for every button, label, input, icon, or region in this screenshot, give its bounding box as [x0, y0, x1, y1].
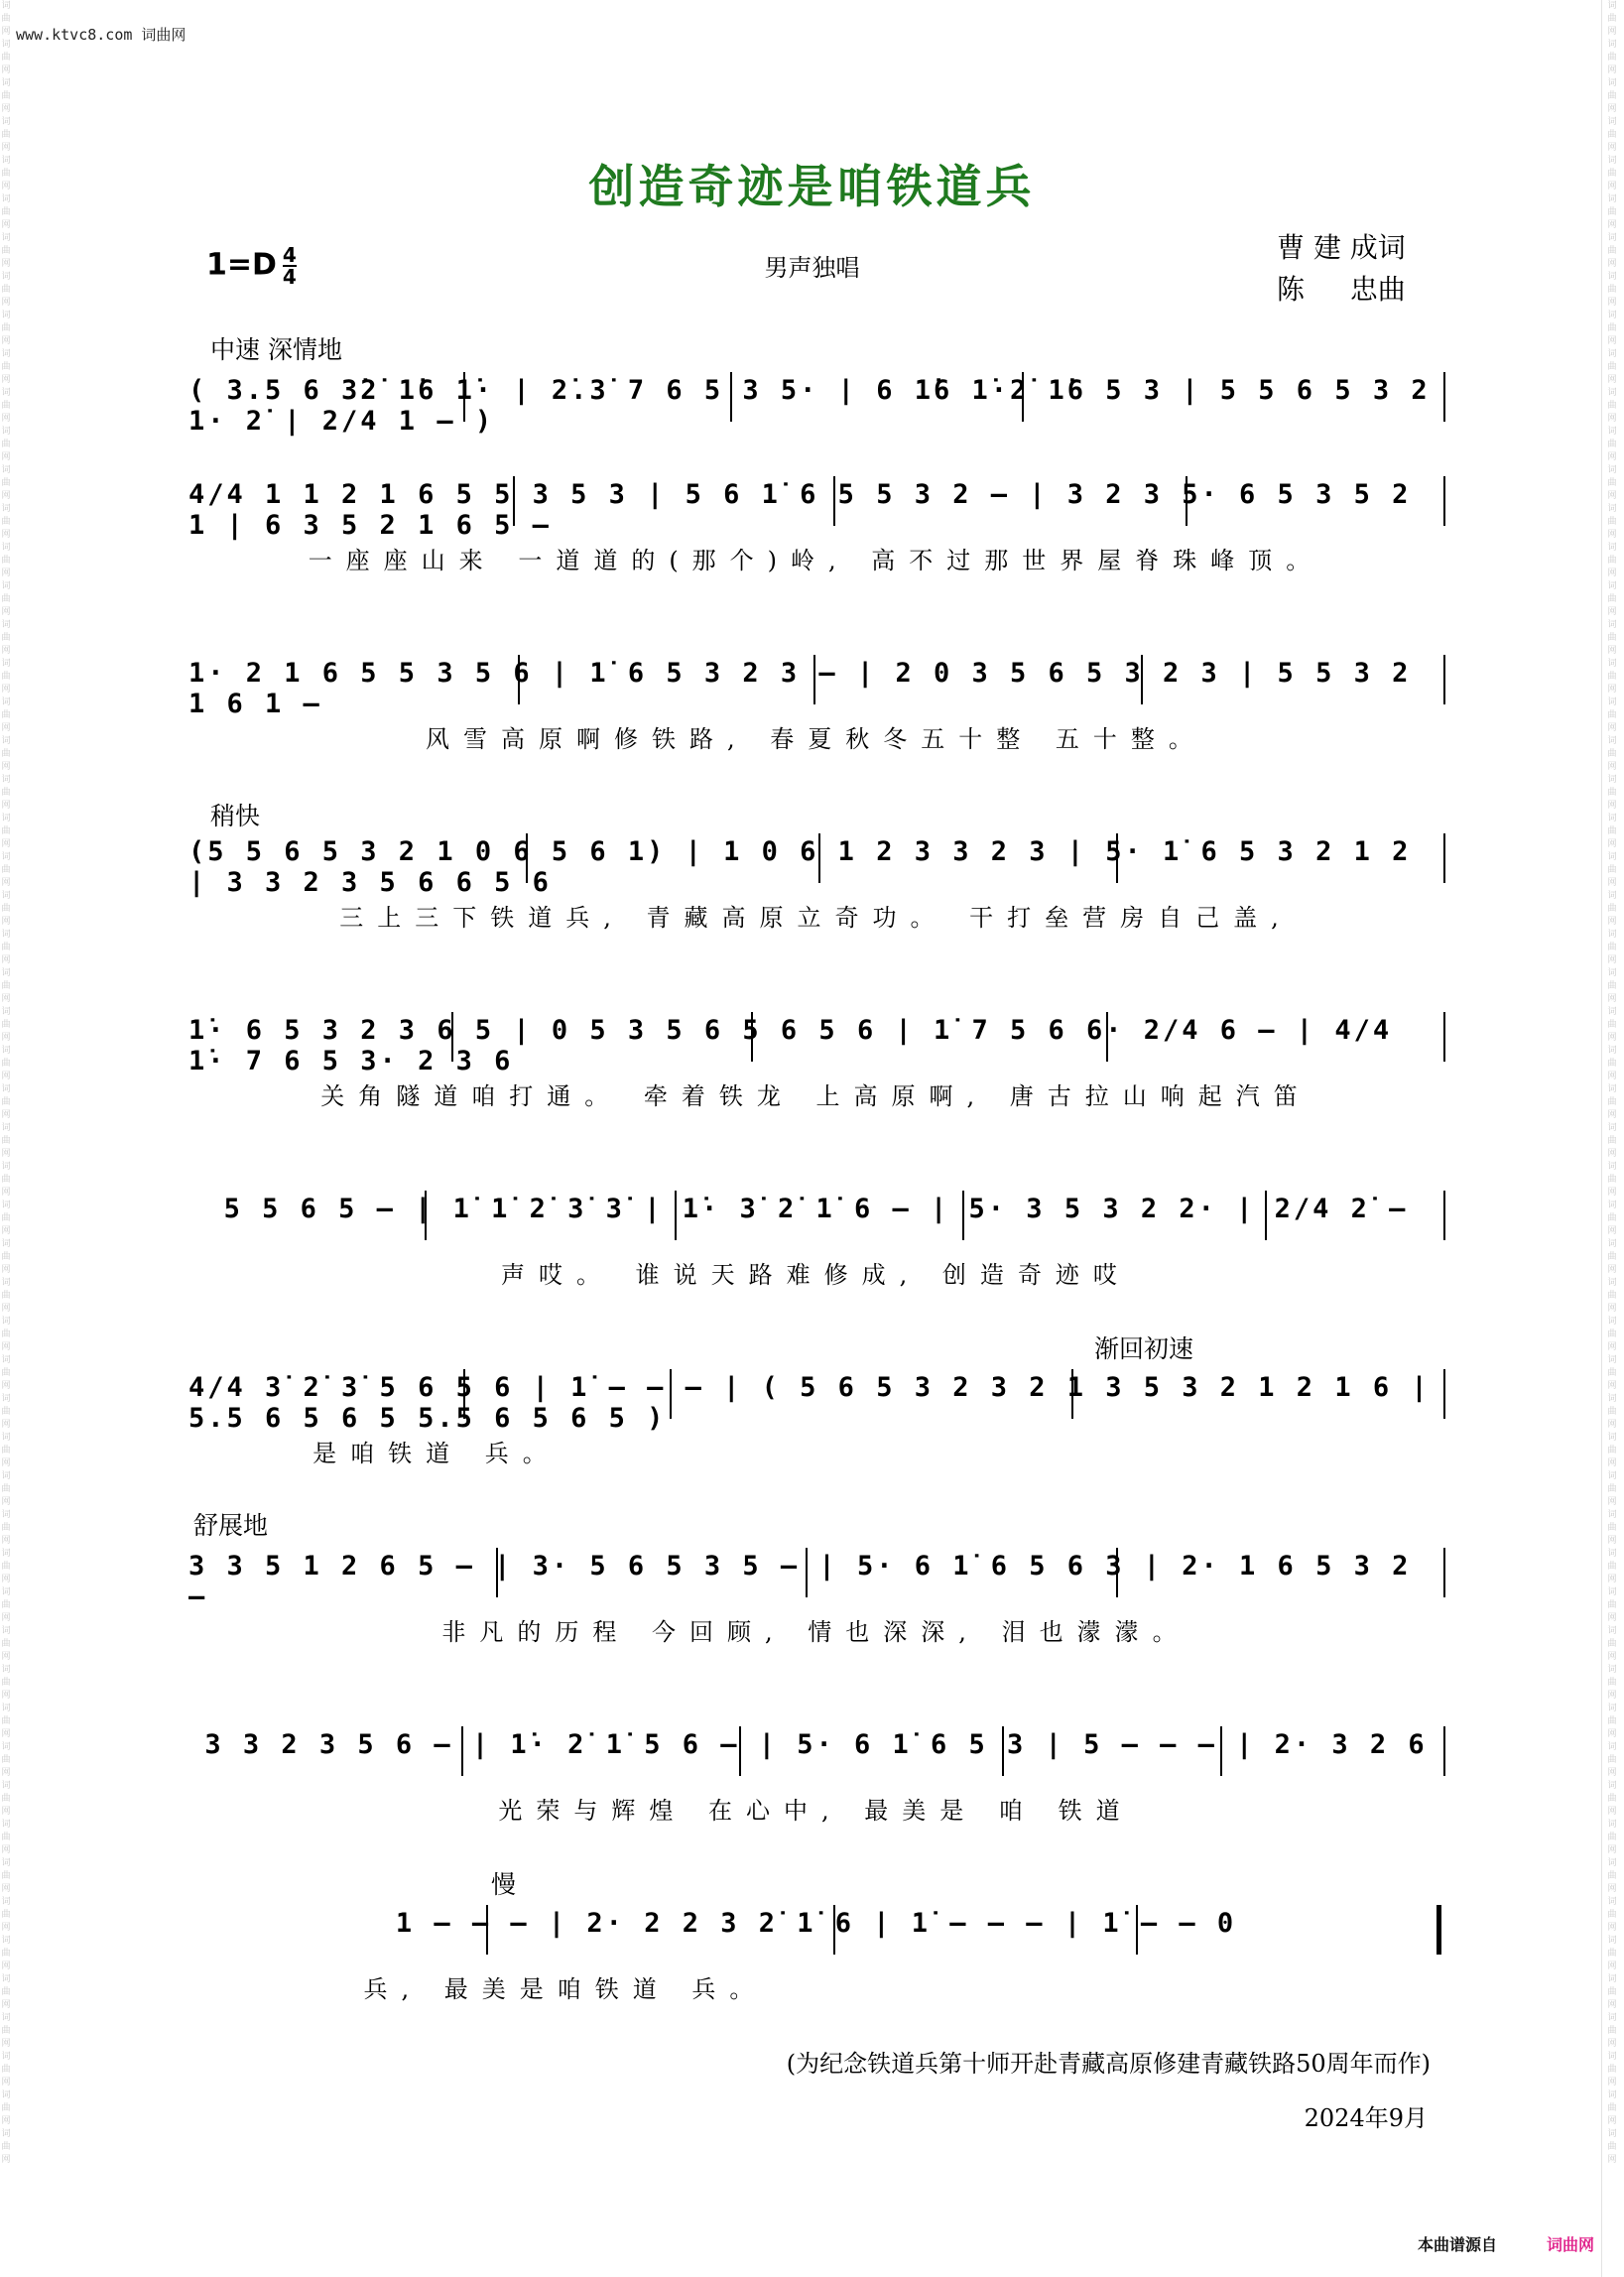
score-line-3 [188, 650, 1443, 719]
genre-label: 男声独唱 [764, 254, 860, 282]
footer-site-logo[interactable]: 词曲网 [1546, 2235, 1594, 2254]
lyric-line-6: 是咱铁道 兵。 [312, 1440, 561, 1467]
barline [1443, 1369, 1445, 1419]
source-footer [1418, 2232, 1594, 2255]
score-line-8 [188, 1543, 1443, 1612]
time-bottom: 4 [282, 265, 297, 289]
score-line-4 [188, 828, 1443, 898]
jianpu-notes: 4/4 3̇ 2̇ 3̇ 5 6 5 6 | 1̇ – – – | ( 5 6 5 3 2 3 2 1 3 5 3 2 1 2 1 6 | 5.5 6 5 6 5 5.5 6 5 6 5 ) [188, 1372, 1431, 1434]
score-line-1 [188, 367, 1443, 437]
tempo-mark: 渐回初速 [1094, 1334, 1194, 1363]
jianpu-notes: 1· 2 1 6 5 5 3 5 6 | 1̇ 6 5 3 2 3 – | 2 0 3 5 6 5 3 2 3 | 5 5 3 2 1 6 1 – [188, 658, 1412, 719]
song-title: 创造奇迹是咱铁道兵 [588, 160, 1036, 213]
tempo-mark: 舒展地 [193, 1511, 269, 1540]
jianpu-notes: 3 3 5 1 2 6 5 – | 3· 5 6 5 3 5 – | 5· 6 1̇ 6 5 6 3 | 2· 1 6 5 3 2 – [188, 1551, 1412, 1612]
composer-credit: 陈 忠曲 [1277, 273, 1406, 306]
lyric-line-1: 一座座山来 一道道的(那个)岭, 高不过那世界屋脊珠峰顶。 [308, 547, 1324, 574]
lyric-line-7: 非凡的历程 今回顾, 情也深深, 泪也濛濛。 [441, 1618, 1190, 1646]
jianpu-notes: ( 3.5 6 3̇2̇ 1̇6 1̇· | 2̇.3̇ 7 6 5 3 5· | 6 1̇6 1̇·2̇ 1̇6 5 3 | 5 5 6 5 3 2 1· 2̇ | 2/4 1 – ) [188, 375, 1431, 437]
tempo-mark: 稍快 [210, 802, 261, 830]
score-line-10 [188, 1900, 1443, 1969]
lyric-line-2: 风雪高原啊修铁路, 春夏秋冬五十整 五十整。 [426, 725, 1206, 753]
jianpu-notes: 3 3 2 3 5 6 – | 1̇· 2̇ 1̇ 5 6 – | 5· 6 1̇ 6 5 3 | 5 – – – | 2· 3 2 6 [204, 1729, 1428, 1760]
barline [1443, 833, 1445, 883]
score-line-6 [188, 1186, 1443, 1255]
score-line-7 [188, 1364, 1443, 1434]
barline [1443, 1726, 1445, 1776]
site-url[interactable]: www.ktvc8.com 词曲网 [16, 26, 187, 44]
lyric-line-8: 光荣与辉煌 在心中, 最美是 咱 铁道 [498, 1797, 1134, 1825]
jianpu-notes: 4/4 1 1 2 1 6 5 5 3 5 3 | 5 6 1̇ 6 5 5 3 2 – | 3 2 3 5· 6 5 3 5 2 1 | 6 3 5 2 1 6 5 – [188, 479, 1412, 541]
left-watermark-strip: 词曲网 词曲网 词曲网 词曲网 词曲网 词曲网 词曲网 词曲网 词曲网 词曲网 词曲网 词曲网 词曲网 词曲网 词曲网 词曲网 词曲网 词曲网 词曲网 词曲网 词曲网 词曲网 词曲网 词曲网 词曲网 词曲网 词曲网 词曲网 词曲网 词曲网 词曲网 词曲网 词曲网 词曲网 词曲网 词曲网 词曲网 词曲网 词曲网 词曲网 词曲网 词曲网 词曲网 词曲网 词曲网 词曲网 词曲网 词曲网 词曲网 词曲网 词曲网 词曲网 词曲网 词曲网 词曲网 词曲网 [1, 1, 11, 2165]
barline [1443, 1012, 1445, 1062]
right-border-line [1601, 0, 1602, 2277]
lyric-line-4: 关角隧道咱打通。 牵着铁龙 上高原啊, 唐古拉山响起汽笛 [320, 1082, 1312, 1110]
score-line-9 [188, 1721, 1443, 1791]
barline [1443, 1191, 1445, 1240]
tempo-mark: 慢 [491, 1870, 517, 1899]
lyric-line-3: 三上三下铁道兵, 青藏高原立奇功。 干打垒营房自己盖, [339, 904, 1293, 932]
jianpu-notes: (5 5 6 5 3 2 1 0 6 5 6 1) | 1 0 6 1 2 3 3 2 3 | 5· 1̇ 6 5 3 2 1 2 | 3 3 2 3 5 6 6 5 6 [188, 836, 1412, 898]
barline [1443, 1548, 1445, 1597]
barline [1443, 655, 1445, 704]
tempo-mark: 中速 深情地 [210, 335, 342, 364]
score-line-2 [188, 471, 1443, 541]
key-label: 1=D [206, 247, 277, 283]
jianpu-notes: 1 – – – | 2· 2 2 3 2̇ 1̇ 6 | 1̇ – – – | 1̇ – – 0 [395, 1908, 1237, 1939]
footer-source-text: 本曲谱源自 [1417, 2235, 1497, 2254]
composition-date: 2024年9月 [1304, 2104, 1428, 2132]
right-watermark-strip: 词曲网 词曲网 词曲网 词曲网 词曲网 词曲网 词曲网 词曲网 词曲网 词曲网 词曲网 词曲网 词曲网 词曲网 词曲网 词曲网 词曲网 词曲网 词曲网 词曲网 词曲网 词曲网 词曲网 词曲网 词曲网 词曲网 词曲网 词曲网 词曲网 词曲网 词曲网 词曲网 词曲网 词曲网 词曲网 词曲网 词曲网 词曲网 词曲网 词曲网 词曲网 词曲网 词曲网 词曲网 词曲网 词曲网 词曲网 词曲网 词曲网 词曲网 词曲网 词曲网 词曲网 词曲网 词曲网 词曲网 [1607, 1, 1617, 2165]
barline [1443, 372, 1445, 422]
lyric-line-5: 声哎。 谁说天路难修成, 创造奇迹哎 [501, 1261, 1131, 1289]
lyricist-credit: 曹 建 成词 [1277, 231, 1406, 264]
barline [1443, 476, 1445, 526]
lyric-line-9: 兵, 最美是咱铁道 兵。 [363, 1975, 768, 2003]
dedication-note: (为纪念铁道兵第十师开赴青藏高原修建青藏铁路50周年而作) [786, 2050, 1431, 2078]
time-top: 4 [282, 243, 297, 267]
jianpu-notes: 1̇· 6 5 3 2 3 6 5 | 0 5 3 5 6 5 6 5 6 | 1̇ 7 5 6 6· 2/4 6 – | 4/4 1̇· 7 6 5 3· 2 3 6 [188, 1015, 1393, 1076]
score-line-5 [188, 1007, 1443, 1076]
jianpu-notes: 5 5 6 5 – | 1̇ 1̇ 2̇ 3̇ 3̇ | 1̇· 3̇ 2̇ 1̇ 6 – | 5· 3 5 3 2 2· | 2/4 2̇ – [223, 1194, 1409, 1224]
